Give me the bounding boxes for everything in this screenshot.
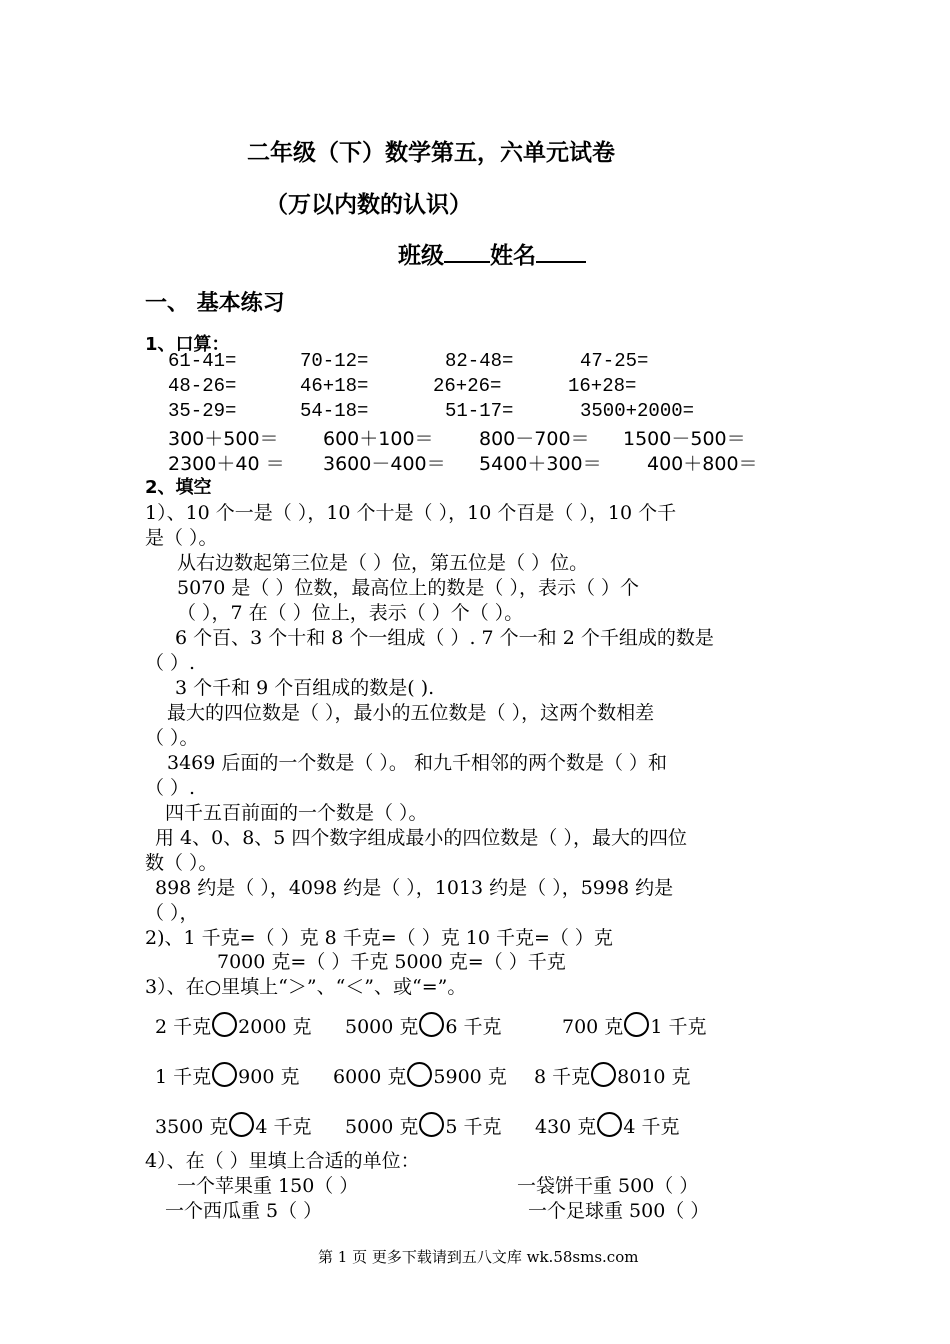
compare-item: 5000 克 6 千克: [345, 1012, 502, 1039]
question-line: 2)、1 千克=（ ）克 8 千克=（ ）克 10 千克=（ ）克: [145, 927, 613, 949]
oral-item: 400＋800＝: [647, 453, 758, 475]
compare-circle: [407, 1062, 432, 1087]
compare-circle: [419, 1012, 444, 1037]
oral-item: 600＋100＝: [323, 428, 434, 450]
compare-circle: [624, 1012, 649, 1037]
question-line: （ ），: [145, 902, 199, 924]
oral-item: 3500+2000=: [580, 400, 695, 422]
compare-item: 5000 克 5 千克: [345, 1112, 502, 1139]
oral-item: 800－700＝: [479, 428, 590, 450]
question-line: （ ）.: [145, 652, 196, 674]
compare-circle: [212, 1062, 237, 1087]
class-name-line: [398, 237, 586, 270]
question-line: 3469 后面的一个数是（ ）。 和九千相邻的两个数是（ ）和: [167, 752, 668, 774]
unit-item: 一袋饼干重 500（ ）: [517, 1175, 699, 1197]
question-line: 从右边数起第三位是（ ）位，第五位是（ ）位。: [177, 552, 589, 574]
question-line: 898 约是（ ），4098 约是（ ），1013 约是（ ），5998 约是: [155, 877, 674, 899]
name-blank: [536, 260, 586, 263]
oral-item: 5400＋300＝: [479, 453, 602, 475]
oral-item: 16+28=: [568, 375, 637, 397]
page-title: 二年级（下）数学第五，六单元试卷: [247, 140, 615, 166]
compare-circle: [229, 1112, 254, 1137]
compare-circle: [419, 1112, 444, 1137]
question-line: 用 4、0、8、5 四个数字组成最小的四位数是（ ），最大的四位: [155, 827, 687, 849]
oral-item: 51-17=: [445, 400, 514, 422]
question-line: （ ）.: [145, 777, 196, 799]
oral-item: 48-26=: [168, 375, 237, 397]
compare-circle: [212, 1012, 237, 1037]
section-heading: 一、 基本练习: [145, 291, 285, 316]
unit-item: 一个西瓜重 5（ ）: [165, 1200, 323, 1222]
fill-blank-heading: 2、填空: [145, 477, 212, 498]
page-subtitle: （万以内数的认识）: [265, 192, 472, 218]
compare-item: 3500 克 4 千克: [155, 1112, 312, 1139]
oral-item: 70-12=: [300, 350, 369, 372]
compare-circle: [597, 1112, 622, 1137]
oral-item: 47-25=: [580, 350, 649, 372]
question-line: 7000 克=（ ）千克 5000 克=（ ）千克: [217, 951, 566, 973]
question-line: 5070 是（ ）位数，最高位上的数是（ ），表示（ ）个: [177, 577, 640, 599]
oral-calc-heading: 1、口算：: [145, 334, 230, 355]
question-line: 数（ ）。: [145, 852, 218, 874]
oral-item: 1500－500＝: [623, 428, 746, 450]
oral-item: 61-41=: [168, 350, 237, 372]
oral-item: 300＋500＝: [168, 428, 279, 450]
class-label: 班级: [398, 243, 444, 269]
page-footer: 第 1 页 更多下载请到五八文库 wk.58sms.com: [318, 1248, 639, 1266]
question-line: 3）、在○里填上“＞”、“＜”、或“=”。: [145, 976, 467, 998]
compare-item: 700 克 1 千克: [562, 1012, 706, 1039]
unit-item: 一个苹果重 150（ ）: [177, 1175, 359, 1197]
compare-item: 430 克 4 千克: [535, 1112, 679, 1139]
question-line: 是（ ）。: [145, 527, 218, 549]
name-label: 姓名: [490, 243, 536, 269]
oral-item: 26+26=: [433, 375, 502, 397]
compare-item: 2 千克 2000 克: [155, 1012, 312, 1039]
question-line: 1）、10 个一是（ ），10 个十是（ ），10 个百是（ ），10 个千: [145, 502, 677, 524]
oral-item: 46+18=: [300, 375, 369, 397]
compare-item: 6000 克 5900 克: [333, 1062, 507, 1089]
class-blank: [444, 260, 490, 263]
compare-circle: [591, 1062, 616, 1087]
question-line: 最大的四位数是（ ），最小的五位数是（ ），这两个数相差: [167, 702, 655, 724]
question-line: （ ），7 在（ ）位上，表示（ ）个（ ）。: [177, 602, 524, 624]
compare-item: 8 千克 8010 克: [534, 1062, 691, 1089]
oral-item: 3600－400＝: [323, 453, 446, 475]
compare-item: 1 千克 900 克: [155, 1062, 299, 1089]
oral-item: 54-18=: [300, 400, 369, 422]
question-line: 3 个千和 9 个百组成的数是( ).: [175, 677, 435, 699]
oral-item: 35-29=: [168, 400, 237, 422]
units-heading: 4）、在（ ）里填上合适的单位：: [145, 1150, 420, 1172]
question-line: 四千五百前面的一个数是（ ）。: [165, 802, 428, 824]
oral-item: 82-48=: [445, 350, 514, 372]
question-line: 6 个百、3 个十和 8 个一组成（ ）. 7 个一和 2 个千组成的数是: [175, 627, 714, 649]
oral-item: 2300＋40 ＝: [168, 453, 285, 475]
question-line: （ ）。: [145, 727, 199, 749]
unit-item: 一个足球重 500（ ）: [528, 1200, 710, 1222]
